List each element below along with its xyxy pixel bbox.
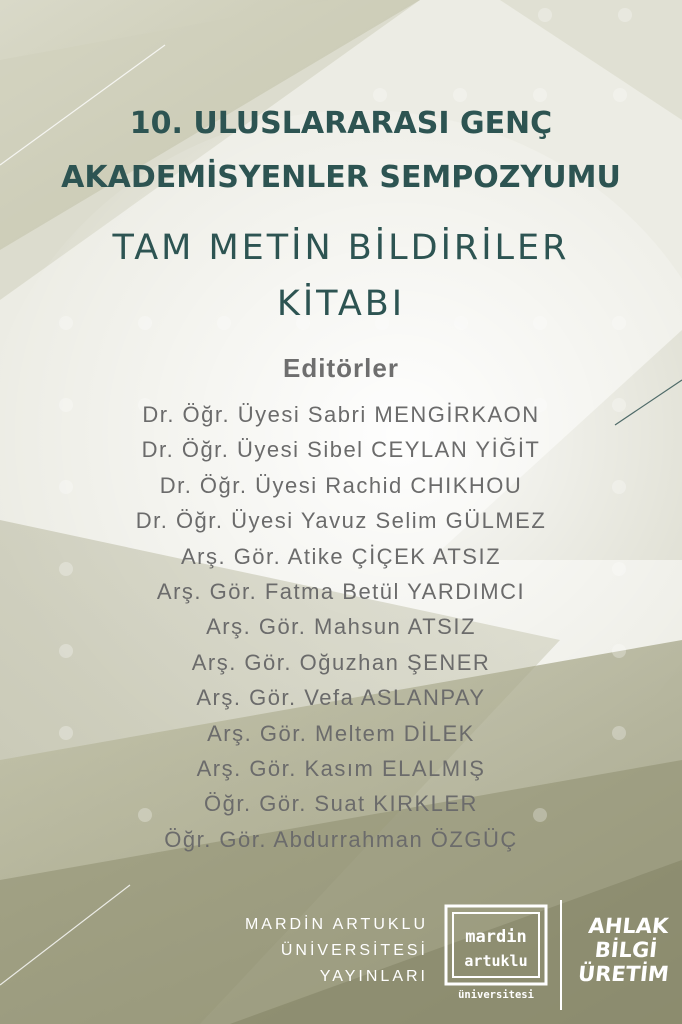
publisher-line2: ÜNİVERSİTESİ: [280, 942, 428, 959]
editor-name: Dr. Öğr. Üyesi Sabri MENGİRKAON: [142, 402, 540, 427]
logo-text-line1: mardin: [465, 927, 527, 947]
symposium-title-line1: 10. ULUSLARARASI GENÇ: [129, 106, 553, 141]
editor-name: Öğr. Gör. Suat KIRKLER: [204, 791, 478, 817]
editor-name: Dr. Öğr. Üyesi Yavuz Selim GÜLMEZ: [135, 508, 547, 534]
symposium-title-line2: AKADEMİSYENLER SEMPOZYUMU: [61, 160, 621, 195]
editor-name: Dr. Öğr. Üyesi Rachid CHIKHOU: [159, 472, 523, 498]
editor-name: Arş. Gör. Mahsun ATSIZ: [206, 614, 476, 640]
university-logo: [444, 904, 548, 1004]
publisher-line1: MARDİN ARTUKLU: [244, 916, 428, 933]
slogan-line1: AHLAK: [587, 914, 670, 938]
editor-name: Arş. Gör. Fatma Betül YARDIMCI: [156, 578, 526, 604]
editor-name: Arş. Gör. Atike ÇİÇEK ATSIZ: [180, 543, 502, 569]
editor-name: Arş. Gör. Meltem DİLEK: [207, 720, 475, 746]
editor-name: Arş. Gör. Kasım ELALMIŞ: [196, 755, 486, 781]
book-subtitle-line1: TAM METİN BİLDİRİLER: [112, 228, 570, 268]
logo-text-line3: üniversitesi: [458, 989, 534, 1001]
slogan-line3: ÜRETİM: [576, 962, 671, 986]
editor-name: Dr. Öğr. Üyesi Sibel CEYLAN YİĞİT: [141, 437, 541, 463]
editor-name: Öğr. Gör. Abdurrahman ÖZGÜÇ: [164, 826, 518, 852]
editor-name: Arş. Gör. Vefa ASLANPAY: [196, 685, 486, 711]
editor-list: [0, 397, 682, 857]
logo-divider: [560, 900, 562, 1010]
editor-name: Arş. Gör. Oğuzhan ŞENER: [191, 649, 491, 675]
book-subtitle-line2: KİTABI: [276, 284, 406, 324]
editors-heading: Editörler: [283, 353, 399, 383]
publisher-name: [200, 912, 428, 990]
logo-text-line2: artuklu: [464, 952, 528, 970]
slogan-mark: [570, 914, 682, 986]
publisher-line3: YAYINLARI: [319, 968, 428, 985]
slogan-line2: BİLGİ: [593, 938, 659, 962]
